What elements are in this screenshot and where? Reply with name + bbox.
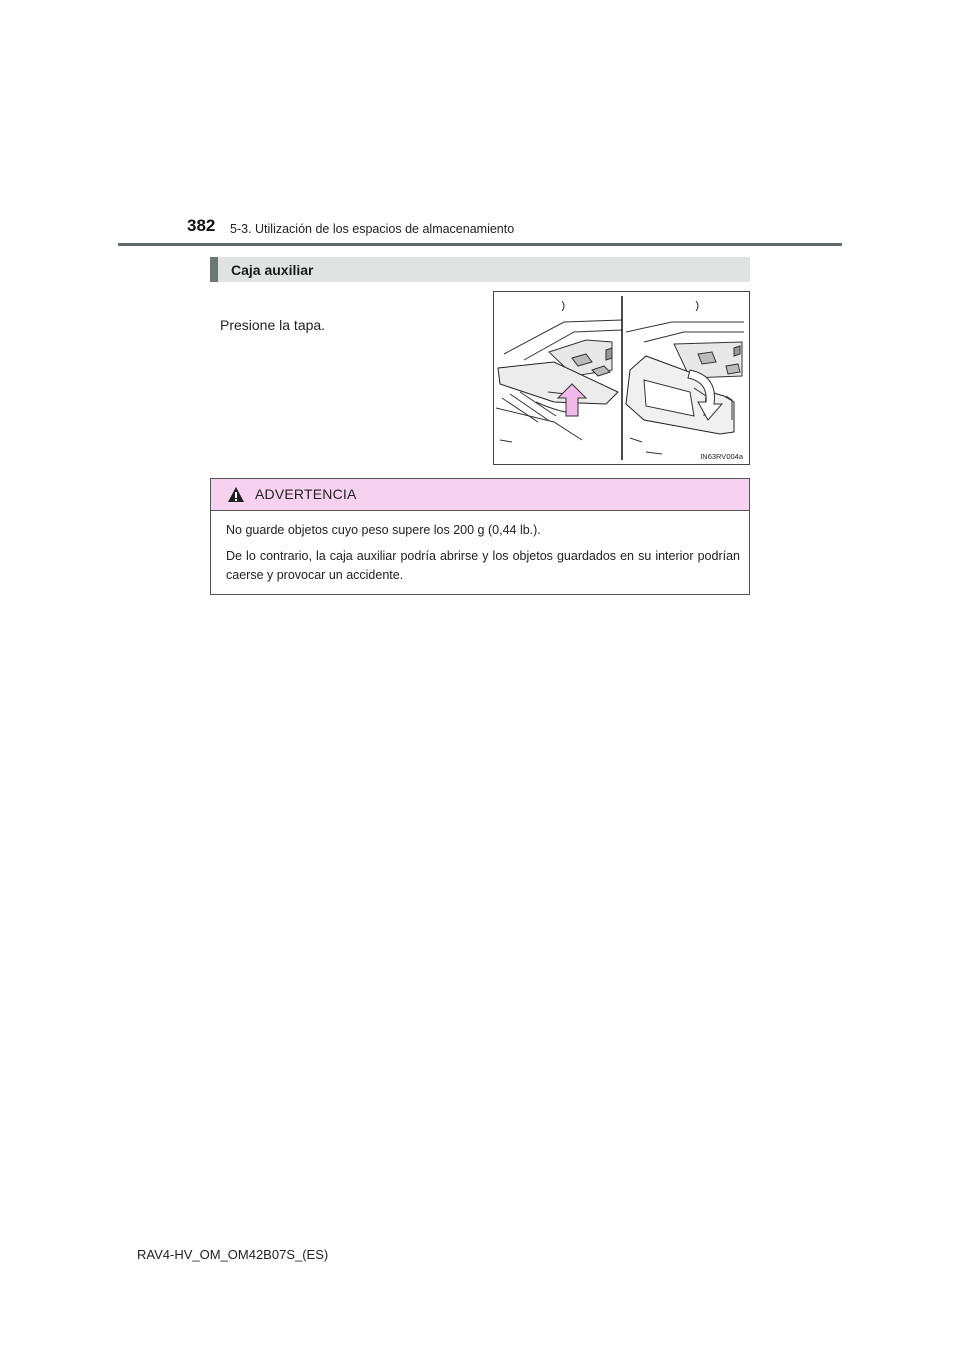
page-number: 382	[187, 216, 216, 235]
section-title: 5-3. Utilización de los espacios de almacenamiento	[230, 222, 515, 236]
subheading-bar	[210, 257, 750, 282]
header-rule	[118, 243, 842, 246]
instruction-text: Presione la tapa.	[220, 317, 326, 333]
warning-title: ADVERTENCIA	[255, 486, 357, 502]
warning-paragraph: No guarde objetos cuyo peso supere los 200 g (0,44 lb.).	[226, 523, 541, 537]
warning-triangle-icon	[227, 486, 245, 503]
warning-paragraph: De lo contrario, la caja auxiliar podría abrirse y los objetos guardados en su interior podrían caerse y provocar un accidente.	[226, 549, 740, 582]
warning-header	[211, 479, 749, 511]
warning-box	[210, 478, 750, 595]
footer-document-code: RAV4-HV_OM_OM42B07S_(ES)	[137, 1247, 329, 1262]
figure-code: IN63RV004a	[700, 452, 743, 461]
auxiliary-box-illustration	[493, 291, 750, 465]
warning-body	[211, 511, 749, 585]
illustration-drawing	[494, 292, 749, 464]
subheading-text: Caja auxiliar	[231, 262, 314, 278]
